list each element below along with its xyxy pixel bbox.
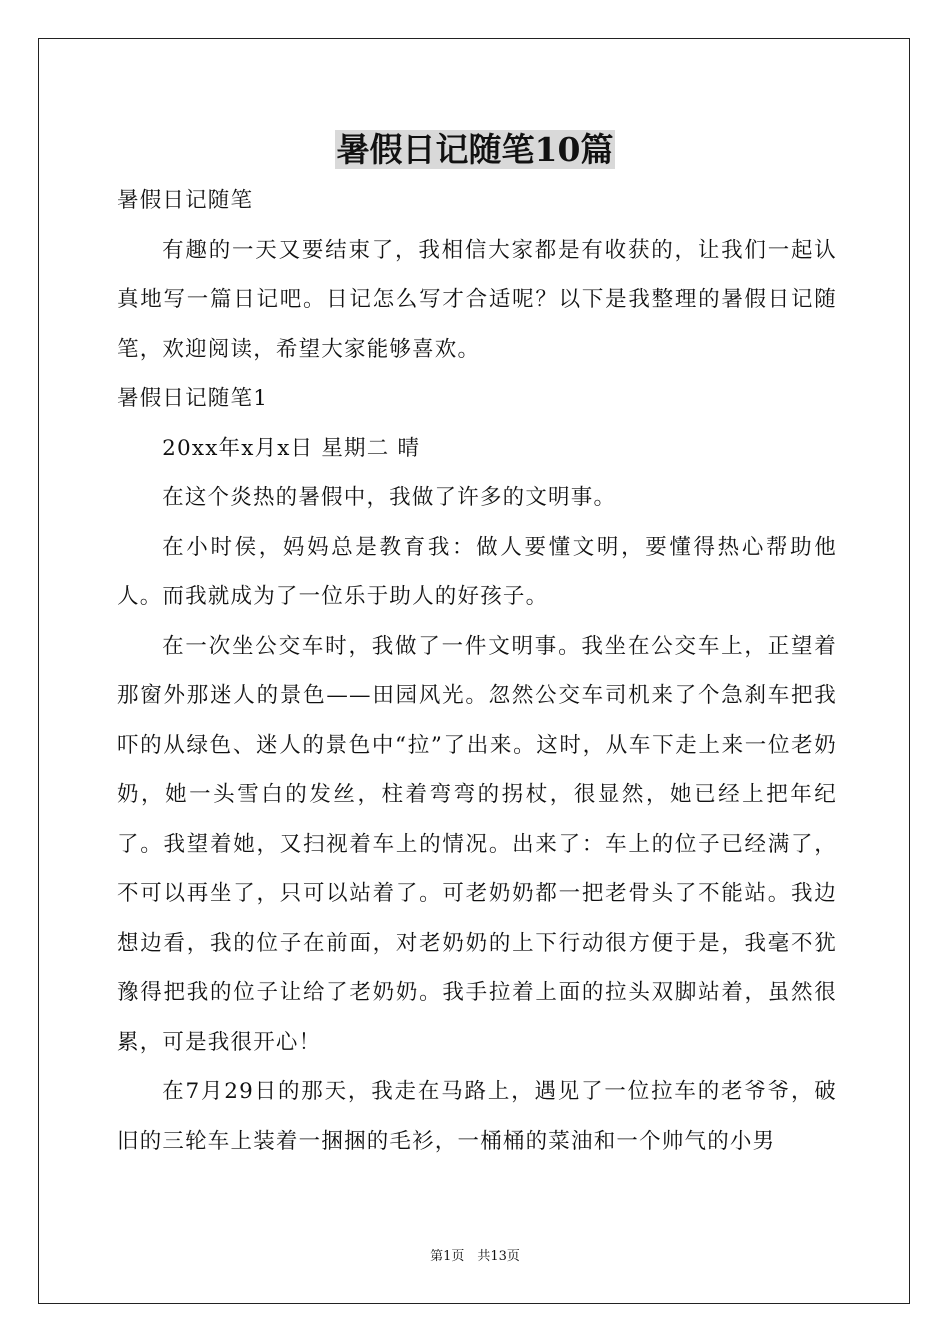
document-title — [0, 128, 950, 172]
paragraph: 暑假日记随笔 — [117, 188, 254, 213]
paragraph: 暑假日记随笔1 — [117, 386, 269, 411]
paragraph: 有趣的一天又要结束了，我相信大家都是有收获的，让我们一起认真地写一篇日记吧。日记怎么写才合适呢？以下是我整理的暑假日记随笔，欢迎阅读，希望大家能够喜欢。 — [117, 237, 837, 362]
paragraph: 在小时侯，妈妈总是教育我：做人要懂文明，要懂得热心帮助他人。而我就成为了一位乐于助人的好孩子。 — [117, 534, 837, 609]
title-text: 暑假日记随笔10篇 — [336, 130, 614, 169]
paragraph: 在一次坐公交车时，我做了一件文明事。我坐在公交车上，正望着那窗外那迷人的景色——田园风光。忽然公交车司机来了个急刹车把我吓的从绿色、迷人的景色中“拉”了出来。这时，从车下走上来一位老奶奶，她一头雪白的发丝，柱着弯弯的拐杖，很显然，她已经上把年纪了。我望着她，又扫视着车上的情况。出来了：车上的位子已经满了，不可以再坐了，只可以站着了。可老奶奶都一把老骨头了不能站。我边想边看，我的位子在前面，对老奶奶的上下行动很方便于是，我毫不犹豫得把我的位子让给了老奶奶。我手拉着上面的拉头双脚站着，虽然很累，可是我很开心！ — [117, 633, 837, 1055]
document-body — [117, 176, 837, 1166]
page-number: 第1页 共13页 — [430, 1249, 520, 1264]
paragraph: 20xx年x月x日 星期二 晴 — [162, 435, 421, 461]
paragraph: 在这个炎热的暑假中，我做了许多的文明事。 — [162, 485, 617, 510]
page-footer — [0, 1248, 950, 1266]
paragraph: 在7月29日的那天，我走在马路上，遇见了一位拉车的老爷爷，破旧的三轮车上装着一捆捆的毛衫，一桶桶的菜油和一个帅气的小男 — [117, 1079, 837, 1154]
